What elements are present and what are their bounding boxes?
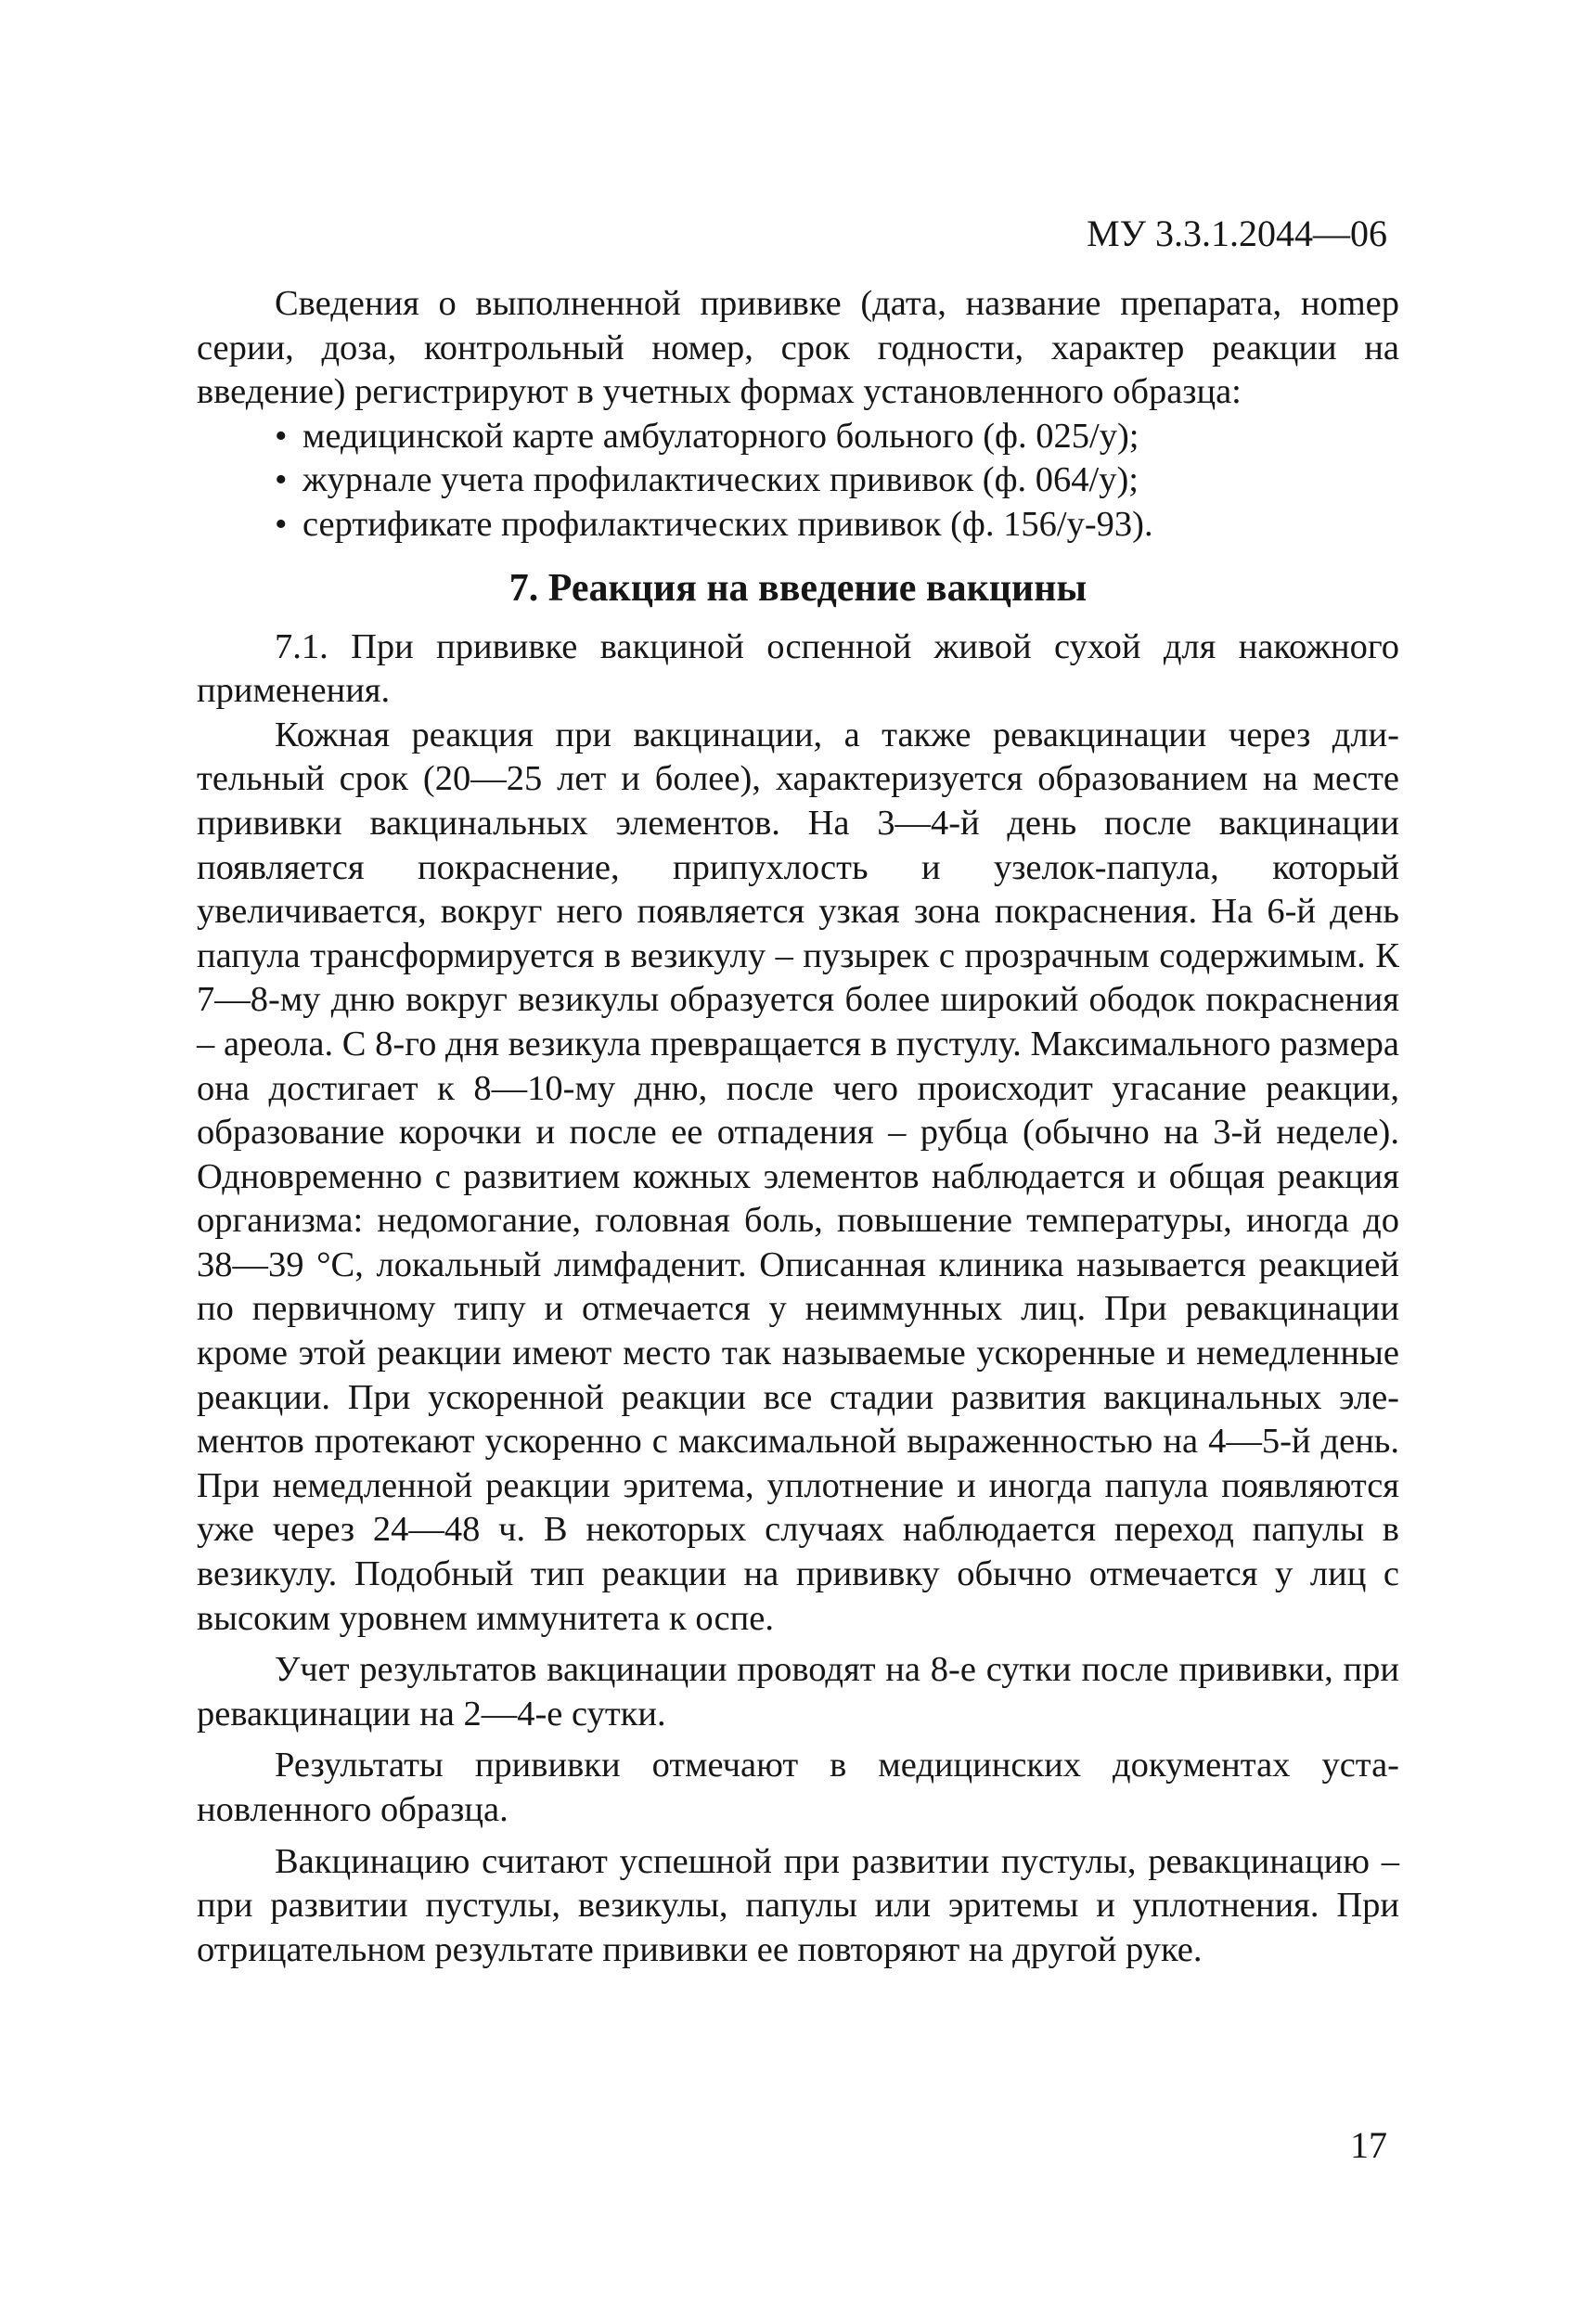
paragraph-results-accounting: Учет результатов вакцинации проводят на 8-е сутки после прививки, при ревакцинации на 2—4-е сутки. — [197, 1650, 1399, 1734]
list-item-text: журнале учета профилактических прививок (ф. 064/у); — [302, 460, 1139, 500]
list-item-text: медицинской карте амбулаторного больного (ф. 025/у); — [302, 416, 1139, 456]
section-heading: 7. Реакция на введение вакцины — [508, 566, 1088, 610]
bullet-icon: • — [275, 416, 288, 456]
paragraph-results-recording: Результаты прививки отмечают в медицинских документах установленного образца. — [197, 1746, 1399, 1829]
list-item-text: сертификате профилактических прививок (ф. 156/у-93). — [302, 504, 1153, 544]
bullet-icon: • — [275, 504, 288, 544]
list-item — [197, 458, 1399, 503]
paragraph-skin-reaction: Кожная реакция при вакцинации, а также ревакцинации через длительный срок (20—25 лет и более), характеризуется образованием на месте прививки вакцинальных элементов. На 3—4-й день после вакцинации появляется покраснение, припухлость и узелок-папула, который увеличивается, вокруг него появляется узкая зона покраснения. На 6-й день папула трансформируется в везикулу – пузырек с прозрачным содержимым. К 7—8-му дню вокруг везикулы образуется более широкий ободок покраснения – ареола. С 8-го дня везикула превращается в пустулу. Максимального размера она достигает к 8—10-му дню, после чего происходит угасание реакции, образование корочки и после ее отпадения – рубца (обычно на 3-й неделе). Одновременно с развитием кожных элементов наблюдается и общая реакция организма: недомогание, головная боль, повышение температуры, иногда до 38—39 °С, локальный лимфаденит. Описанная клиника называется реакцией по первичному типу и отмечается у неиммунных лиц. При ревакцинации кроме этой реакции имеют место так называемые ускоренные и немедленные реакции. При ускоренной реакции все стадии развития вакцинальных элементов протекают ускоренно с максимальной выраженностью на 4—5-й день. При немедленной реакции эритема, уплотнение и иногда папула появляются уже через 24—48 ч. В некоторых случаях наблюдается переход папулы в везикулу. Подобный тип реакции на прививку обычно отмечается у лиц с высоким уровнем иммунитета к оспе. — [197, 715, 1399, 1638]
intro-paragraph: Сведения о выполненной прививке (дата, название препарата, ноmер серии, доза, контрольный номер, срок годности, характер реакции на введение) регистрируют в учетных формах установленного образца: — [197, 284, 1399, 412]
bullet-icon: • — [275, 460, 288, 500]
list-item — [197, 503, 1399, 548]
paragraph-success-criteria: Вакцинацию считают успешной при развитии пустулы, ревакцинацию – при развитии пустулы, везикулы, папулы или эритемы и уплотнения. При отрицательном результате прививки ее повторяют на другой руке. — [197, 1841, 1399, 1969]
paragraph-subsection-7-1: 7.1. При прививке вакциной оспенной живой сухой для накожного применения. — [197, 626, 1399, 711]
document-code: МУ 3.3.1.2044—06 — [1087, 213, 1387, 254]
page-number: 17 — [1350, 2124, 1387, 2166]
record-forms-list — [197, 415, 1399, 548]
list-item — [197, 415, 1399, 459]
page-content — [197, 282, 1399, 1972]
